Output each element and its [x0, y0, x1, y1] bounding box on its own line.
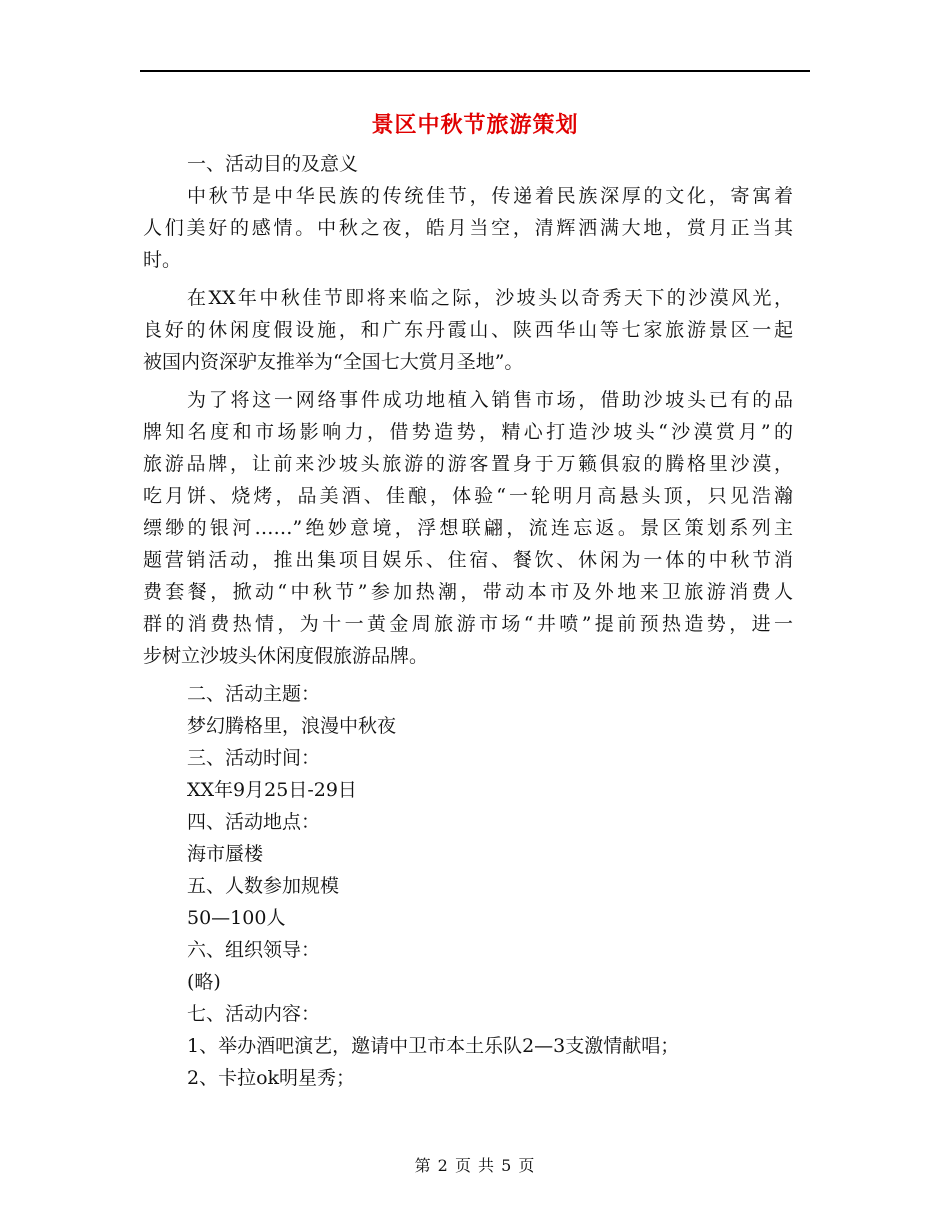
paragraph-line: 良好的休闲度假设施，和广东丹霞山、陕西华山等七家旅游景区一起 [143, 319, 793, 341]
paragraph-line: 六、组织领导： [187, 939, 321, 961]
paragraph-line: 人们美好的感情。中秋之夜，皓月当空，清辉洒满大地，赏月正当其 [143, 217, 793, 239]
paragraph-line: 2、卡拉ok明星秀； [187, 1067, 356, 1089]
paragraph-line: (略) [187, 971, 221, 993]
header-rule [140, 70, 810, 72]
paragraph-line: 旅游品牌，让前来沙坡头旅游的游客置身于万籁俱寂的腾格里沙漠， [143, 453, 793, 475]
paragraph-line: XX年9月25日-29日 [187, 779, 357, 801]
paragraph-line: 梦幻腾格里，浪漫中秋夜 [187, 715, 397, 737]
paragraph-line: 中秋节是中华民族的传统佳节，传递着民族深厚的文化，寄寓着 [187, 185, 793, 207]
paragraph-line: 海市蜃楼 [187, 843, 264, 865]
paragraph-line: 费套餐，掀动“中秋节”参加热潮，带动本市及外地来卫旅游消费人 [143, 581, 793, 603]
paragraph-line: 三、活动时间： [187, 747, 321, 769]
paragraph-line: 七、活动内容： [187, 1003, 321, 1025]
paragraph-line: 在XX年中秋佳节即将来临之际，沙坡头以奇秀天下的沙漠风光， [187, 287, 793, 309]
paragraph-line: 为了将这一网络事件成功地植入销售市场，借助沙坡头已有的品 [187, 389, 793, 411]
paragraph-line: 五、人数参加规模 [187, 875, 340, 897]
paragraph-line: 吃月饼、烧烤，品美酒、佳酿，体验“一轮明月高悬头顶，只见浩瀚 [143, 485, 793, 507]
paragraph-line: 步树立沙坡头休闲度假旅游品牌。 [143, 645, 429, 667]
paragraph-line: 缥缈的银河……”绝妙意境，浮想联翩，流连忘返。景区策划系列主 [143, 517, 793, 539]
paragraph-line: 50—100人 [187, 907, 286, 929]
paragraph-line: 二、活动主题： [187, 683, 321, 705]
paragraph-line: 一、活动目的及意义 [187, 153, 359, 175]
paragraph-line: 被国内资深驴友推举为“全国七大赏月圣地”。 [143, 351, 524, 373]
page-footer: 第 2 页 共 5 页 [414, 1156, 536, 1175]
paragraph-line: 时。 [143, 249, 182, 271]
document-body [143, 148, 793, 1094]
paragraph-line: 1、举办酒吧演艺，邀请中卫市本土乐队2—3支激情献唱； [187, 1035, 680, 1057]
paragraph-line: 牌知名度和市场影响力，借势造势，精心打造沙坡头“沙漠赏月”的 [143, 421, 793, 443]
paragraph-line: 四、活动地点： [187, 811, 321, 833]
paragraph-line: 题营销活动，推出集项目娱乐、住宿、餐饮、休闲为一体的中秋节消 [143, 549, 793, 571]
paragraph-line: 群的消费热情，为十一黄金周旅游市场“井喷”提前预热造势，进一 [143, 613, 793, 635]
document-title: 景区中秋节旅游策划 [371, 112, 579, 138]
